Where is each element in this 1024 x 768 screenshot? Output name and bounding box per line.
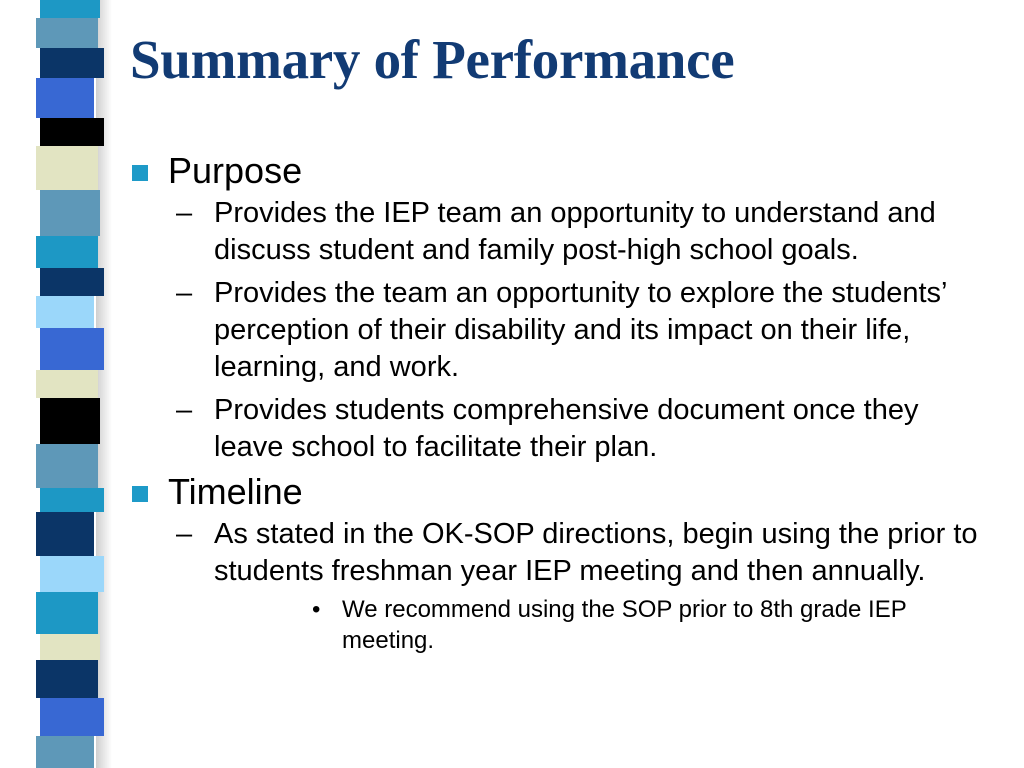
square-bullet-icon [132, 486, 148, 502]
stripe-band [34, 512, 94, 556]
stripe-band [34, 370, 98, 398]
stripe-band [34, 660, 98, 698]
sub-bullet [176, 195, 990, 269]
stripe-band [40, 488, 104, 512]
sub-bullet-text: Provides students comprehensive document once they leave school to facilitate their plan. [214, 394, 919, 463]
stripe-band [34, 296, 94, 328]
decorative-stripe-column [0, 0, 100, 768]
stripe-band [40, 328, 104, 370]
stripe-band [34, 592, 98, 634]
sub-bullet-text: Provides the IEP team an opportunity to understand and discuss student and family post-high school goals. [214, 197, 936, 266]
section-heading-purpose [130, 151, 990, 191]
sub-sub-bullet-text: We recommend using the SOP prior to 8th grade IEP meeting. [342, 596, 907, 654]
stripe-band [34, 736, 94, 768]
dash-bullet-icon: – [176, 518, 193, 550]
stripe-band [40, 190, 100, 236]
dot-bullet-icon: • [312, 596, 321, 623]
dash-bullet-icon: – [176, 394, 193, 426]
sub-bullet-text: As stated in the OK-SOP directions, begin using the prior to students freshman year IEP meeting and then annually. [214, 518, 978, 587]
stripe-edge [0, 0, 36, 768]
section-heading-text: Purpose [168, 150, 303, 191]
stripe-band [40, 268, 104, 296]
section-heading-timeline [130, 472, 990, 512]
stripe-band [34, 236, 98, 268]
sub-bullet [176, 275, 990, 386]
bullet-list [130, 151, 990, 662]
stripe-band [40, 0, 100, 18]
stripe-band [34, 444, 98, 488]
stripe-band [40, 118, 104, 146]
stripe-band [40, 556, 104, 592]
stripe-band [34, 18, 98, 48]
sub-bullet [176, 516, 990, 656]
square-bullet-icon [132, 165, 148, 181]
slide-title: Summary of Performance [130, 29, 735, 90]
dash-bullet-icon: – [176, 197, 193, 229]
sub-bullet [176, 392, 990, 466]
sub-sub-bullet [304, 594, 990, 656]
stripe-band [34, 78, 94, 118]
stripe-band [40, 48, 104, 78]
stripe-band [34, 146, 98, 190]
sub-bullet-text: Provides the team an opportunity to explore the students’ perception of their disability and its impact on their life, learning, and work. [214, 277, 947, 383]
stripe-band [40, 398, 100, 444]
stripe-band [40, 634, 100, 660]
dash-bullet-icon: – [176, 277, 193, 309]
stripe-band [40, 698, 104, 736]
section-heading-text: Timeline [168, 471, 303, 512]
